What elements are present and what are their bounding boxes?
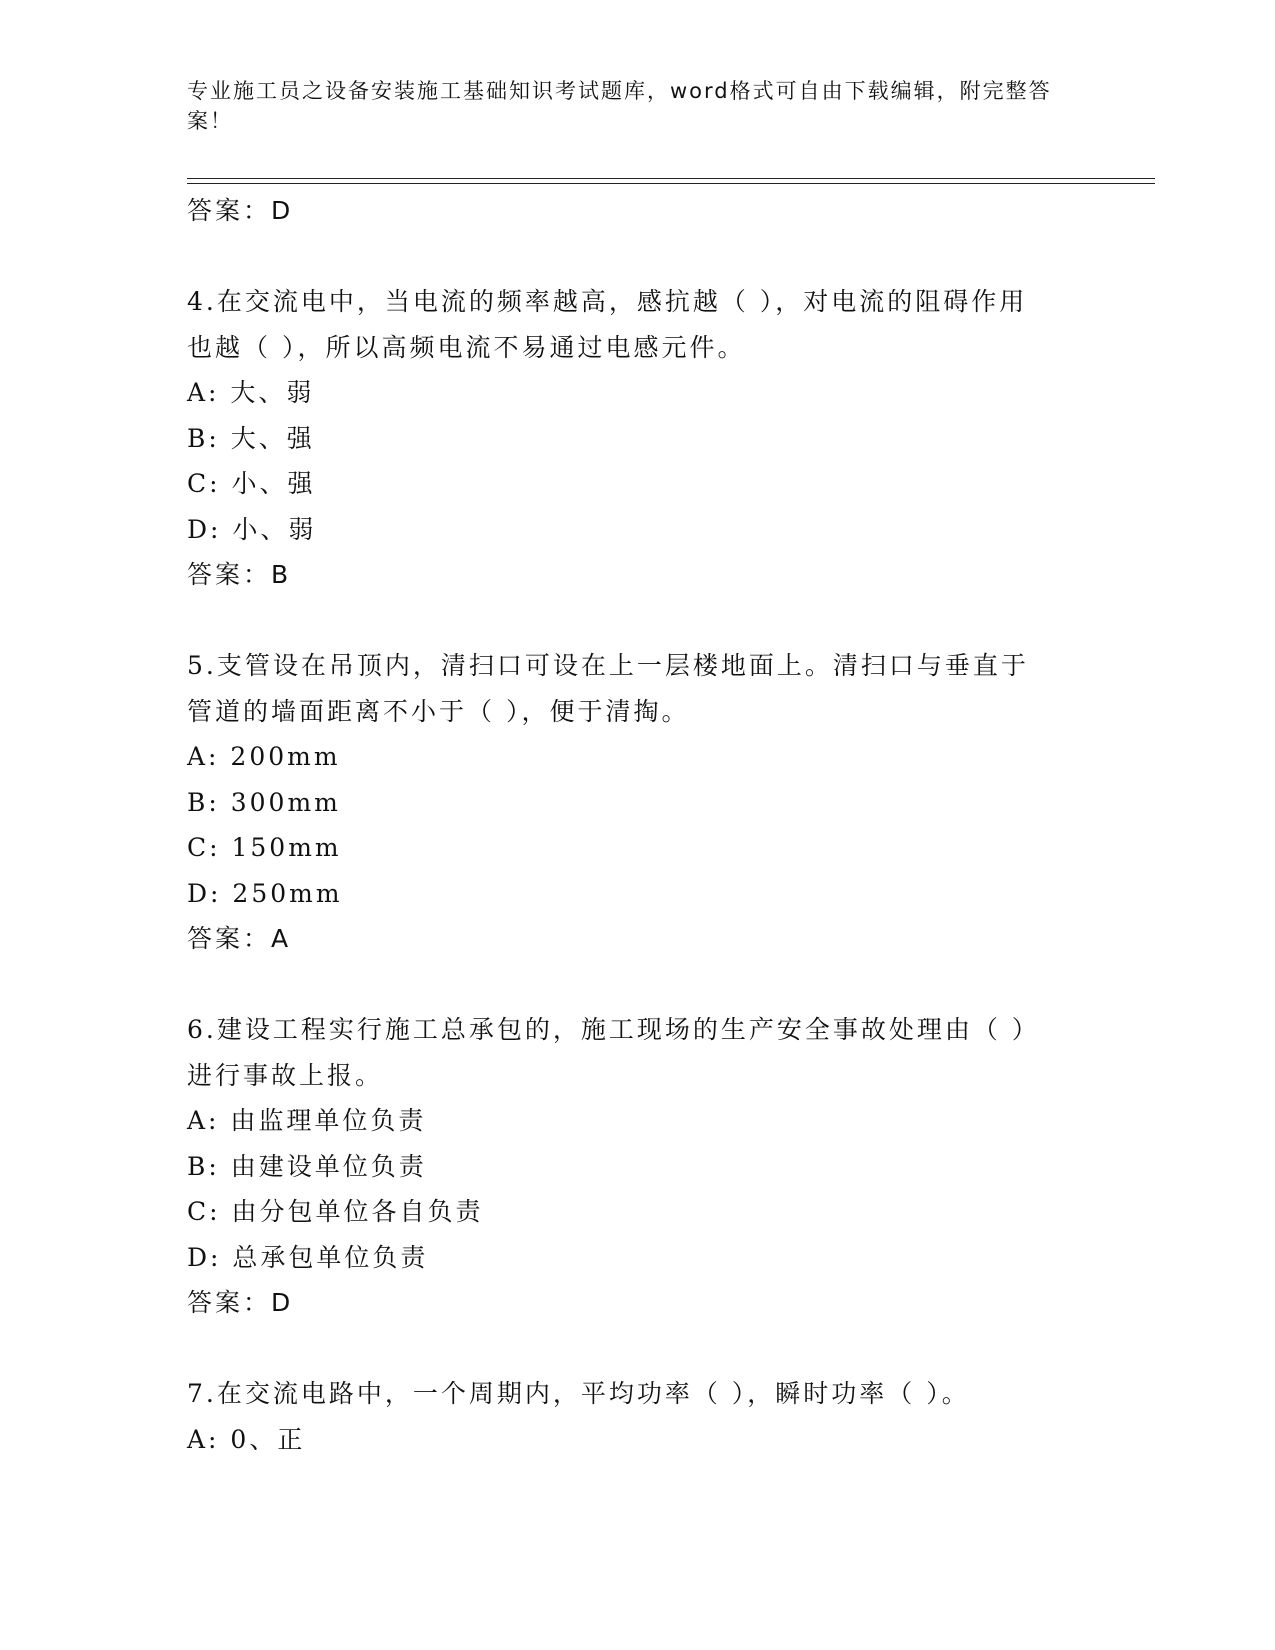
question-stem-line: 7.在交流电路中，一个周期内，平均功率（ ），瞬时功率（ ）。 xyxy=(187,1379,970,1408)
option-c: C: 由分包单位各自负责 xyxy=(187,1197,484,1226)
option-d: D: 小、弱 xyxy=(187,514,317,544)
answer-line: 答案：B xyxy=(187,560,292,589)
question-stem-line: 5.支管设在吊顶内，清扫口可设在上一层楼地面上。清扫口与垂直于 xyxy=(187,651,1029,680)
question-stem-line: 也越（ ），所以高频电流不易通过电感元件。 xyxy=(187,332,746,362)
option-a: A: 0、正 xyxy=(187,1424,306,1454)
option-b: B: 300mm xyxy=(187,787,341,817)
question-stem-line: 6.建设工程实行施工总承包的，施工现场的生产安全事故处理由（ ） xyxy=(187,1015,1040,1044)
answer-line: 答案：A xyxy=(187,924,292,953)
question-item xyxy=(187,1371,1087,1462)
question-stem-line: 管道的墙面距离不小于（ ），便于清掏。 xyxy=(187,696,690,726)
spacer xyxy=(187,234,1087,280)
option-b: B: 由建设单位负责 xyxy=(187,1151,427,1181)
header-divider-bottom xyxy=(187,183,1155,184)
option-b: B: 大、强 xyxy=(187,423,315,453)
answer-line: 答案：D xyxy=(187,196,294,225)
question-list xyxy=(187,188,1087,1462)
header-divider-top xyxy=(187,178,1155,179)
option-c: C: 150mm xyxy=(187,833,342,862)
spacer xyxy=(187,1326,1087,1372)
option-d: D: 总承包单位负责 xyxy=(187,1242,429,1272)
option-a: A: 由监理单位负责 xyxy=(187,1106,427,1135)
spacer xyxy=(187,962,1087,1008)
option-c: C: 小、强 xyxy=(187,469,316,498)
question-stem-line: 进行事故上报。 xyxy=(187,1060,384,1090)
document-header: 专业施工员之设备安装施工基础知识考试题库，word格式可自由下载编辑，附完整答案！ xyxy=(187,79,1052,133)
question-item xyxy=(187,279,1087,598)
answer-line: 答案：D xyxy=(187,1288,294,1317)
question-item xyxy=(187,643,1087,962)
question-item xyxy=(187,1007,1087,1326)
option-a: A: 200mm xyxy=(187,742,341,771)
option-a: A: 大、弱 xyxy=(187,378,315,407)
option-d: D: 250mm xyxy=(187,878,343,908)
spacer xyxy=(187,598,1087,644)
question-stem-line: 4.在交流电中，当电流的频率越高，感抗越（ ），对电流的阻碍作用 xyxy=(187,287,1028,316)
